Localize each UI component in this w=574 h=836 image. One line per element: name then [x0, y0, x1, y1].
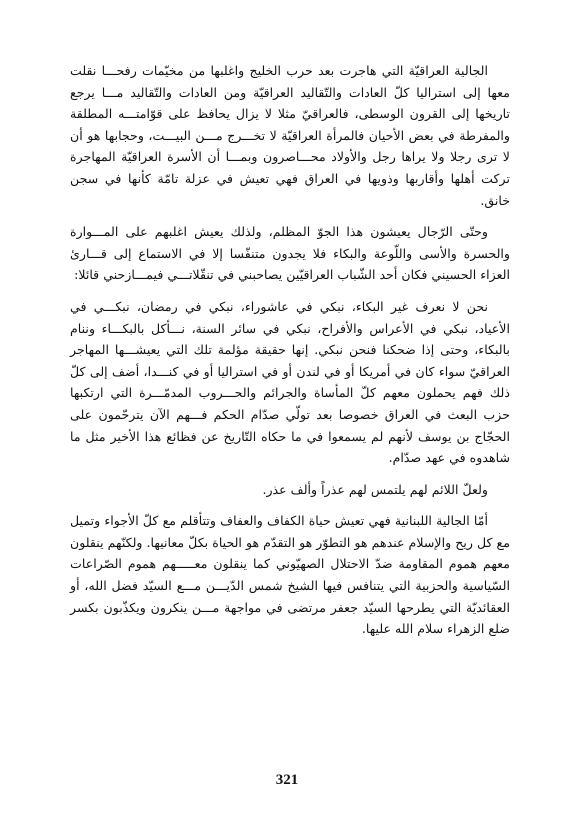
paragraph: وحتّى الرّجال يعيشون هذا الجوّ المظلم، ولذلك يعيش اغلبهم على المـــوارة والحسرة والأسى واللّوعة والبكاء فلا يجدون متنفّسا إلا في الاستماع إلى قـــارئ العزاء الحسيني فكان أحد الشّباب العراقيّين يصاحبني في تنقّلاتـــي فيمـــازحني قائلا: — [70, 224, 510, 283]
paragraph: أمّا الجالية اللبنانية فهي تعيش حياة الكفاف والعفاف وتتأقلم مع كلّ الأجواء وتميل مع كل ريح والإسلام عندهم هو التطوّر هو التقدّم هو الحياة بكلّ معانيها. ولكنّهم ينقلون معهم هموم المقاومة ضدّ الاحتلال الصهيّوني كما ينقلون معـــــهم هموم الصّراعات السّياسية والحزبية التي يتنافس فيها الشيخ شمس الدّيـــن مـــع السيّد فضل الله، أو العقائديّة التي يطرحها السيّد جعفر مرتضى في مواجهة مـــن ينكرون ويكذّبون بكسر ضلع الزهراء سلام الله عليها. — [70, 513, 510, 637]
paragraph: ولعلّ اللائم لهم يلتمس لهم عذراً وألف عذر. — [262, 481, 488, 497]
paragraph: الجالية العراقيّة التي هاجرت بعد حرب الخليج واغلبها من مخيّمات رفحـــا نقلت معها إلى استراليا كلّ العادات والتّقاليد العراقيّة ومن العادات والتّقاليد مـــا يرجع تاريخها إلى القرون الوسطى، فالعراقيّ مثلا لا يزال يحافظ على قوّامتـــه المطلقة والمفرطة في بعض الأحيان فالمرأة العراقيّة لا تخـــرج مـــن البيـــت، وحجابها هو أن لا ترى رجلا ولا يراها رجل والأولاد محـــاصرون وبمـــا أن الأسرة العراقيّة المهاجرة تركت أهلها وأقاربها وذويها في العراق فهي تعيش في عزلة تامّة كأنها في سجن خانق. — [70, 63, 510, 208]
page-number: 321 — [275, 772, 299, 788]
body-text — [70, 60, 510, 650]
paragraph: نحن لا نعرف غير البكاء، نبكي في عاشوراء، نبكي في رمضان، نبكـــي في الأعياد، نبكي في الأعراس والأفراح، نبكي في سائر السنة، نـــأكل بالبكـــاء وننام بالبكاء، وحتى إذا ضحكنا فنحن نبكي. إنها حقيقة مؤلمة تلك التي يعيشـــها المهاجر العراقيّ سواء كان في أمريكا أو في لندن أو في استراليا أو في كنـــدا، أضف إلى كلّ ذلك فهم يحملون معهم كلّ المأساة والجرائم والحـــروب المدمّـــرة التي ارتكبها حزب البعث في العراق خصوصا بعد تولّي صدّام الحكم فـــهم الآن يترحّمون على الحجّاج بن يوسف لأنهم لم يسمعوا في ما حكاه التّاريخ عن فظائع هذا الأخير مثل ما شاهدوه في عهد صدّام. — [70, 298, 510, 466]
